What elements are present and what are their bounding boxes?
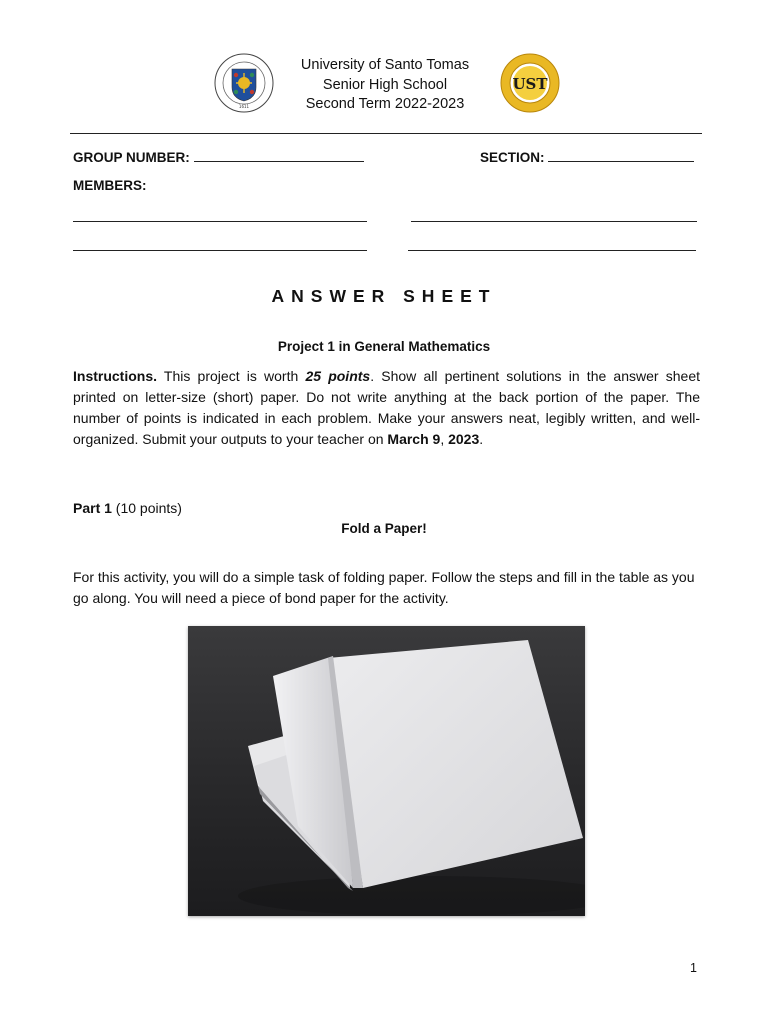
instructions-paragraph: [73, 366, 700, 450]
svg-text:1611: 1611: [238, 104, 250, 109]
member-line-1: [73, 221, 367, 222]
ust-monogram: UST: [512, 75, 548, 93]
section-field: [480, 149, 694, 165]
member-line-2: [411, 221, 697, 222]
answer-sheet-title: ANSWER SHEET: [271, 286, 497, 306]
activity-title: Fold a Paper!: [341, 521, 427, 536]
page-number: 1: [690, 961, 697, 975]
instructions-text-2: . Show all pertinent solutions in the answer sheet printed on letter-size (short) paper. Do not write anything at the back portion of the paper. The number of points is indicated in each problem. Make your answers neat, legibly written, and well-organized. Submit your outputs to your teacher on: [73, 368, 700, 447]
members-label: MEMBERS:: [73, 178, 147, 193]
instructions-text-4: .: [479, 431, 484, 447]
ust-seal-logo: [214, 53, 274, 113]
header-divider: [70, 133, 702, 134]
ust-shs-seal-logo: [500, 53, 560, 113]
school-header: [270, 56, 500, 115]
project-subtitle: Project 1 in General Mathematics: [277, 339, 491, 354]
section-label: SECTION:: [480, 150, 545, 165]
school-name: Senior High School: [322, 76, 448, 93]
folded-paper-photo: [188, 626, 585, 916]
instructions-year: 2023: [448, 431, 480, 447]
member-line-3: [73, 250, 367, 251]
part-1-heading: [73, 500, 182, 516]
instructions-lead: Instructions.: [73, 368, 158, 384]
section-blank: [548, 149, 694, 162]
university-name: University of Santo Tomas: [300, 57, 470, 73]
school-term: Second Term 2022-2023: [305, 96, 465, 112]
member-line-4: [408, 250, 696, 251]
group-number-label: GROUP NUMBER:: [73, 150, 190, 165]
group-number-field: [73, 149, 364, 165]
instructions-date: March 9: [387, 431, 441, 447]
part-1-label: Part 1: [73, 500, 112, 516]
part-1-points: (10 points): [111, 500, 182, 516]
instructions-text-3: ,: [440, 431, 449, 447]
instructions-text-1: This project is worth: [157, 368, 306, 384]
activity-description: For this activity, you will do a simple task of folding paper. Follow the steps and fill in the table as you go along. You will need a piece of bond paper for the activity.: [73, 569, 695, 606]
group-number-blank: [194, 149, 364, 162]
instructions-points: 25 points: [305, 368, 371, 384]
